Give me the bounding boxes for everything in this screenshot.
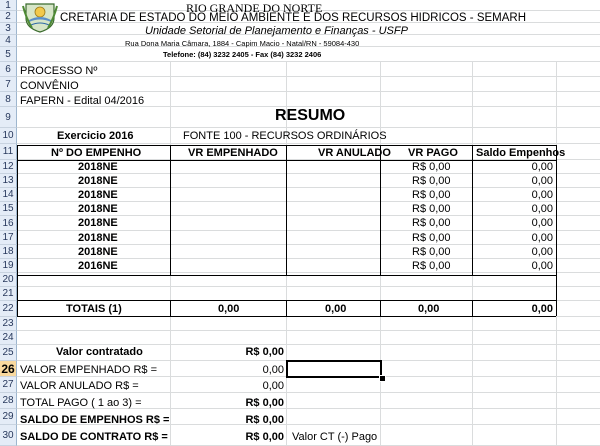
gridline bbox=[17, 127, 600, 128]
row-header[interactable]: 20 bbox=[0, 273, 17, 287]
row-header[interactable]: 11 bbox=[0, 144, 17, 160]
saldo-contrato-label: SALDO DE CONTRATO R$ = bbox=[20, 431, 168, 443]
gridline bbox=[17, 143, 600, 144]
table-row-saldo[interactable]: 0,00 bbox=[531, 232, 553, 244]
gridline bbox=[17, 76, 600, 77]
table-row-saldo[interactable]: 0,00 bbox=[531, 161, 553, 173]
table-row-pago[interactable]: R$ 0,00 bbox=[412, 203, 451, 215]
row-header[interactable]: 23 bbox=[0, 317, 17, 331]
exercicio-label: Exercicio 2016 bbox=[57, 130, 134, 142]
gridline bbox=[17, 230, 600, 231]
table-row-empenho[interactable]: 2018NE bbox=[78, 175, 118, 187]
gridline bbox=[17, 392, 600, 393]
contratado-label: Valor contratado bbox=[56, 346, 143, 358]
row-header[interactable]: 29 bbox=[0, 409, 17, 425]
row-header[interactable]: 3 bbox=[0, 23, 17, 35]
row-header[interactable]: 27 bbox=[0, 377, 17, 393]
col-header-saldo: Saldo Empenhos bbox=[476, 147, 566, 159]
anulado-value[interactable]: 0,00 bbox=[262, 380, 284, 392]
active-cell[interactable] bbox=[286, 360, 382, 378]
gridline bbox=[17, 187, 600, 188]
fonte-label: FONTE 100 - RECURSOS ORDINÁRIOS bbox=[183, 130, 387, 142]
row-header[interactable]: 22 bbox=[0, 301, 17, 317]
gridline bbox=[17, 215, 600, 216]
gridline bbox=[17, 258, 600, 259]
row-header[interactable]: 6 bbox=[0, 62, 17, 77]
row-header[interactable]: 19 bbox=[0, 259, 17, 273]
row-header[interactable]: 5 bbox=[0, 47, 17, 62]
table-row-pago[interactable]: R$ 0,00 bbox=[412, 246, 451, 258]
table-row-saldo[interactable]: 0,00 bbox=[531, 175, 553, 187]
row-header[interactable]: 10 bbox=[0, 128, 17, 144]
col-header-empenhado: VR EMPENHADO bbox=[188, 147, 278, 159]
totals-pago: 0,00 bbox=[418, 303, 440, 315]
header-phone: Telefone: (84) 3232 2405 - Fax (84) 3232 2406 bbox=[163, 50, 322, 59]
table-row-saldo[interactable]: 0,00 bbox=[531, 217, 553, 229]
header-unit: Unidade Setorial de Planejamento e Finanças - USFP bbox=[145, 25, 408, 37]
fapern-label: FAPERN - Edital 04/2016 bbox=[20, 95, 145, 107]
processo-label: PROCESSO Nº bbox=[20, 65, 98, 77]
saldo-contrato-value[interactable]: R$ 0,00 bbox=[245, 431, 284, 443]
row-header[interactable]: 8 bbox=[0, 92, 17, 107]
row-header[interactable]: 28 bbox=[0, 393, 17, 409]
totals-empenhado: 0,00 bbox=[218, 303, 240, 315]
header-address: Rua Dona Maria Câmara, 1884 - Capim Macio - Natal/RN - 59084-430 bbox=[125, 39, 360, 48]
saldo-empenhos-value[interactable]: R$ 0,00 bbox=[245, 414, 284, 426]
totals-saldo: 0,00 bbox=[531, 303, 553, 315]
row-header[interactable]: 14 bbox=[0, 188, 17, 202]
table-row-empenho[interactable]: 2018NE bbox=[78, 232, 118, 244]
table-row-empenho[interactable]: 2018NE bbox=[78, 217, 118, 229]
row-header[interactable]: 7 bbox=[0, 77, 17, 92]
table-row-pago[interactable]: R$ 0,00 bbox=[412, 217, 451, 229]
row-header[interactable]: 18 bbox=[0, 245, 17, 259]
table-row-empenho[interactable]: 2018NE bbox=[78, 161, 118, 173]
contratado-value[interactable]: R$ 0,00 bbox=[245, 346, 284, 358]
totals-label: TOTAIS (1) bbox=[66, 303, 122, 315]
table-row-pago[interactable]: R$ 0,00 bbox=[412, 232, 451, 244]
row-header[interactable]: 4 bbox=[0, 35, 17, 47]
col-header-empenho: Nº DO EMPENHO bbox=[51, 147, 142, 159]
pago-label: TOTAL PAGO ( 1 ao 3) = bbox=[20, 397, 142, 409]
gridline bbox=[17, 201, 600, 202]
gridline bbox=[17, 286, 600, 287]
row-header[interactable]: 17 bbox=[0, 231, 17, 245]
row-header[interactable]: 24 bbox=[0, 331, 17, 345]
table-row-pago[interactable]: R$ 0,00 bbox=[412, 260, 451, 272]
col-header-anulado: VR ANULADO bbox=[318, 147, 391, 159]
table-row-pago[interactable]: R$ 0,00 bbox=[412, 189, 451, 201]
row-header[interactable]: 21 bbox=[0, 287, 17, 301]
saldo-empenhos-label: SALDO DE EMPENHOS R$ = bbox=[20, 414, 170, 426]
row-header[interactable]: 12 bbox=[0, 160, 17, 174]
table-row-empenho[interactable]: 2018NE bbox=[78, 246, 118, 258]
gridline bbox=[17, 272, 600, 273]
table-row-empenho[interactable]: 2018NE bbox=[78, 189, 118, 201]
row-header[interactable]: 13 bbox=[0, 174, 17, 188]
summary-title: RESUMO bbox=[275, 107, 346, 124]
col-header-pago: VR PAGO bbox=[408, 147, 458, 159]
row-header[interactable]: 15 bbox=[0, 202, 17, 216]
row-header[interactable]: 1 bbox=[0, 0, 17, 11]
gridline bbox=[17, 173, 600, 174]
gridline bbox=[17, 244, 600, 245]
state-coat-of-arms-logo bbox=[22, 0, 58, 34]
fill-handle[interactable] bbox=[379, 375, 386, 382]
table-row-pago[interactable]: R$ 0,00 bbox=[412, 161, 451, 173]
saldo-contrato-note: Valor CT (-) Pago bbox=[292, 431, 378, 443]
row-header[interactable]: 25 bbox=[0, 345, 17, 361]
row-header[interactable]: 2 bbox=[0, 11, 17, 23]
totals-anulado: 0,00 bbox=[325, 303, 347, 315]
empenhado-label: VALOR EMPENHADO R$ = bbox=[20, 364, 158, 376]
gridline bbox=[17, 344, 600, 345]
gridline bbox=[17, 61, 600, 62]
table-row-saldo[interactable]: 0,00 bbox=[531, 246, 553, 258]
convenio-label: CONVÊNIO bbox=[20, 80, 79, 92]
gridline bbox=[17, 330, 600, 331]
table-row-empenho[interactable]: 2018NE bbox=[78, 203, 118, 215]
table-row-empenho[interactable]: 2016NE bbox=[78, 260, 118, 272]
row-header[interactable]: 16 bbox=[0, 216, 17, 231]
row-header[interactable]: 9 bbox=[0, 107, 17, 128]
pago-value[interactable]: R$ 0,00 bbox=[245, 397, 284, 409]
row-header[interactable]: 26 bbox=[0, 361, 17, 377]
table-row-pago[interactable]: R$ 0,00 bbox=[412, 175, 451, 187]
anulado-label: VALOR ANULADO R$ = bbox=[20, 380, 139, 392]
row-header[interactable]: 30 bbox=[0, 425, 17, 446]
gridline bbox=[17, 91, 600, 92]
empenhado-value[interactable]: 0,00 bbox=[262, 364, 284, 376]
table-row-saldo[interactable]: 0,00 bbox=[531, 203, 553, 215]
table-row-saldo[interactable]: 0,00 bbox=[531, 189, 553, 201]
table-row-saldo[interactable]: 0,00 bbox=[531, 260, 553, 272]
header-state: RIO GRANDE DO NORTE bbox=[186, 1, 323, 15]
header-secretariat: CRETARIA DE ESTADO DO MEIO AMBIENTE E DOS RECURSOS HIDRICOS - SEMARH bbox=[60, 12, 527, 24]
